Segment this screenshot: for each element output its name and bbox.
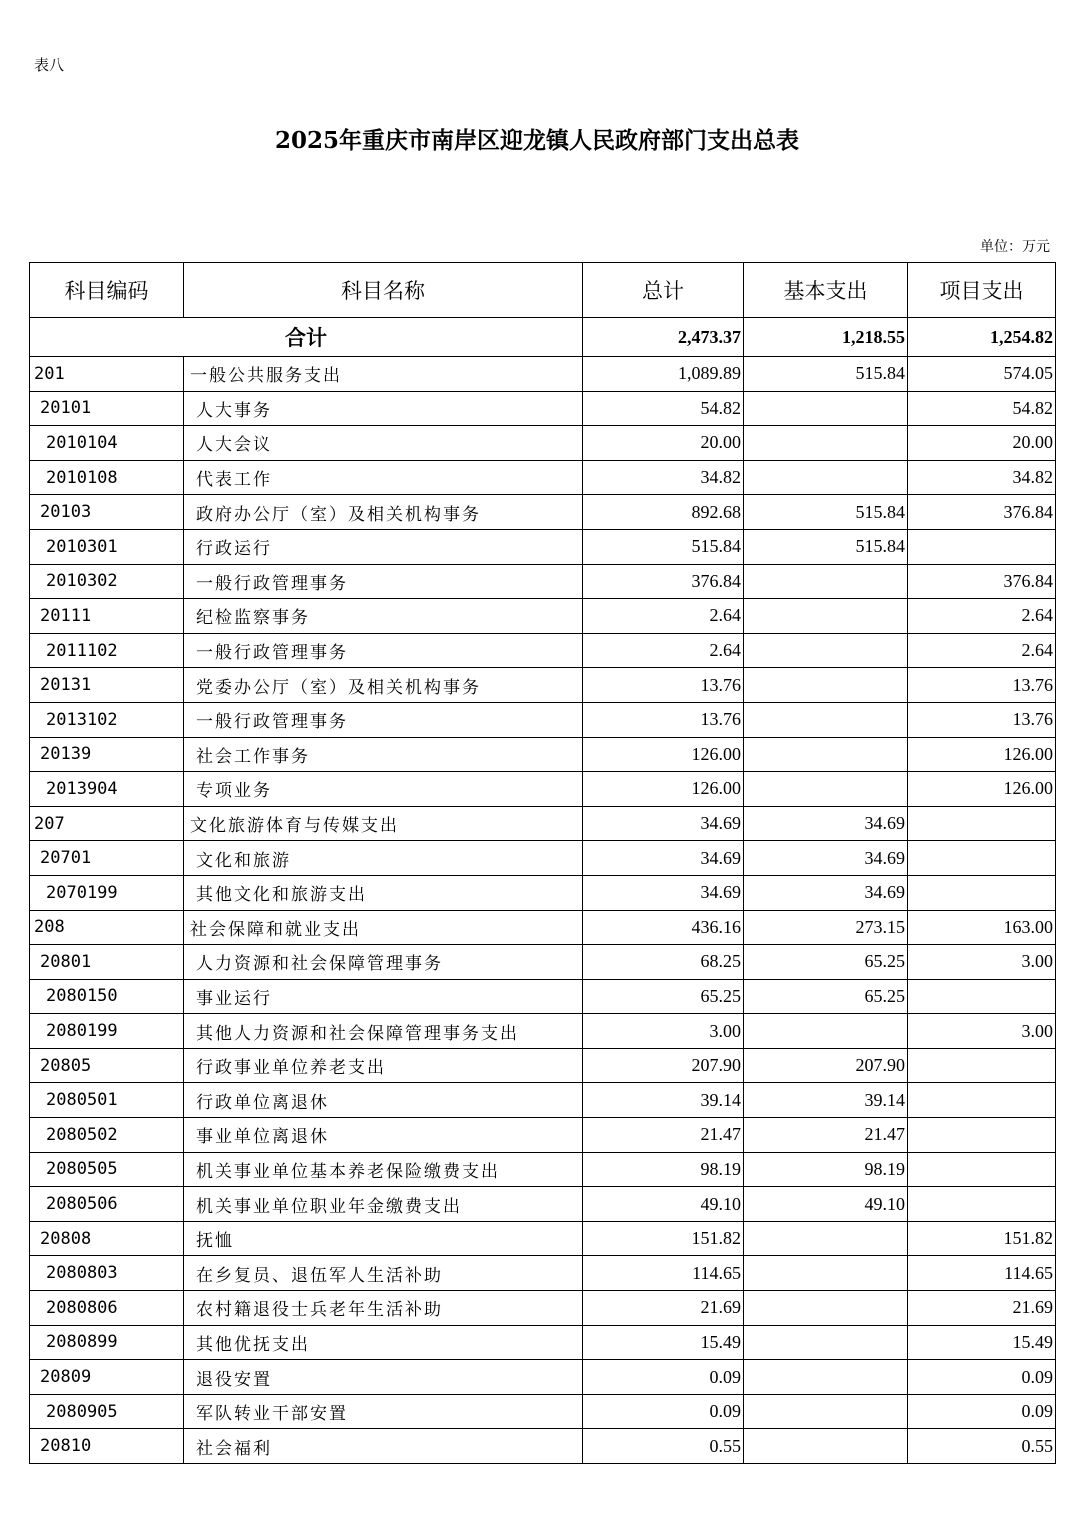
- cell-code: 20101: [30, 391, 184, 426]
- cell-basic: 39.14: [744, 1083, 908, 1118]
- table-row: [30, 1394, 1056, 1429]
- cell-name: 文化旅游体育与传媒支出: [184, 806, 583, 841]
- cell-project: 21.69: [908, 1291, 1056, 1326]
- cell-project: 2.64: [908, 633, 1056, 668]
- cell-name: 其他优抚支出: [184, 1325, 583, 1360]
- header-project: 项目支出: [908, 263, 1056, 318]
- cell-name: 社会福利: [184, 1429, 583, 1464]
- cell-total: 2.64: [583, 599, 744, 634]
- cell-code: 2080502: [30, 1118, 184, 1153]
- cell-name: 政府办公厅（室）及相关机构事务: [184, 495, 583, 530]
- cell-name: 社会保障和就业支出: [184, 910, 583, 945]
- page-title: 2025年重庆市南岸区迎龙镇人民政府部门支出总表: [274, 127, 799, 154]
- cell-code: 2070199: [30, 875, 184, 910]
- cell-name: 一般行政管理事务: [184, 702, 583, 737]
- cell-basic: 98.19: [744, 1152, 908, 1187]
- cell-total: 126.00: [583, 772, 744, 807]
- cell-code: 20805: [30, 1048, 184, 1083]
- unit-label: 单位：万元: [980, 239, 1050, 255]
- table-row: [30, 1325, 1056, 1360]
- cell-code: 201: [30, 357, 184, 392]
- cell-basic: [744, 772, 908, 807]
- table-row: [30, 633, 1056, 668]
- cell-project: 0.09: [908, 1360, 1056, 1395]
- cell-project: [908, 1048, 1056, 1083]
- cell-total: 34.69: [583, 806, 744, 841]
- cell-basic: [744, 668, 908, 703]
- table-row: [30, 1256, 1056, 1291]
- cell-code: 20809: [30, 1360, 184, 1395]
- table-row: [30, 426, 1056, 461]
- cell-basic: 21.47: [744, 1118, 908, 1153]
- cell-code: 208: [30, 910, 184, 945]
- cell-total: 15.49: [583, 1325, 744, 1360]
- cell-code: 20103: [30, 495, 184, 530]
- table-row: [30, 945, 1056, 980]
- cell-name: 抚恤: [184, 1221, 583, 1256]
- total-total: 2,473.37: [583, 318, 744, 357]
- total-row: [30, 318, 1056, 357]
- table-row: [30, 875, 1056, 910]
- table-row: [30, 599, 1056, 634]
- table-row: [30, 668, 1056, 703]
- cell-total: 68.25: [583, 945, 744, 980]
- cell-code: 2080501: [30, 1083, 184, 1118]
- cell-total: 126.00: [583, 737, 744, 772]
- cell-name: 退役安置: [184, 1360, 583, 1395]
- cell-name: 一般行政管理事务: [184, 633, 583, 668]
- cell-project: 3.00: [908, 1014, 1056, 1049]
- cell-code: 2080806: [30, 1291, 184, 1326]
- cell-name: 行政事业单位养老支出: [184, 1048, 583, 1083]
- table-row: [30, 1291, 1056, 1326]
- table-row: [30, 460, 1056, 495]
- cell-basic: [744, 633, 908, 668]
- cell-total: 892.68: [583, 495, 744, 530]
- cell-basic: [744, 1291, 908, 1326]
- expenditure-table: [29, 262, 1056, 1464]
- table-row: [30, 1014, 1056, 1049]
- cell-code: 2080199: [30, 1014, 184, 1049]
- cell-basic: [744, 391, 908, 426]
- cell-code: 20810: [30, 1429, 184, 1464]
- cell-basic: 515.84: [744, 495, 908, 530]
- cell-total: 13.76: [583, 702, 744, 737]
- cell-project: 15.49: [908, 1325, 1056, 1360]
- cell-project: [908, 1187, 1056, 1222]
- cell-basic: [744, 599, 908, 634]
- cell-name: 在乡复员、退伍军人生活补助: [184, 1256, 583, 1291]
- table-row: [30, 529, 1056, 564]
- cell-project: [908, 1083, 1056, 1118]
- table-row: [30, 1360, 1056, 1395]
- cell-project: [908, 841, 1056, 876]
- cell-basic: 49.10: [744, 1187, 908, 1222]
- cell-name: 社会工作事务: [184, 737, 583, 772]
- cell-total: 436.16: [583, 910, 744, 945]
- cell-total: 114.65: [583, 1256, 744, 1291]
- cell-name: 专项业务: [184, 772, 583, 807]
- table-row: [30, 702, 1056, 737]
- cell-name: 党委办公厅（室）及相关机构事务: [184, 668, 583, 703]
- cell-basic: [744, 737, 908, 772]
- total-project: 1,254.82: [908, 318, 1056, 357]
- cell-name: 人大会议: [184, 426, 583, 461]
- cell-total: 1,089.89: [583, 357, 744, 392]
- cell-total: 2.64: [583, 633, 744, 668]
- table-row: [30, 357, 1056, 392]
- cell-basic: 207.90: [744, 1048, 908, 1083]
- cell-name: 机关事业单位职业年金缴费支出: [184, 1187, 583, 1222]
- table-row: [30, 1083, 1056, 1118]
- cell-project: 376.84: [908, 564, 1056, 599]
- table-row: [30, 564, 1056, 599]
- cell-name: 机关事业单位基本养老保险缴费支出: [184, 1152, 583, 1187]
- cell-basic: [744, 702, 908, 737]
- cell-project: 34.82: [908, 460, 1056, 495]
- cell-code: 2010302: [30, 564, 184, 599]
- cell-basic: [744, 1256, 908, 1291]
- table-row: [30, 1118, 1056, 1153]
- cell-project: 13.76: [908, 668, 1056, 703]
- cell-total: 0.09: [583, 1394, 744, 1429]
- cell-basic: [744, 1325, 908, 1360]
- table-row: [30, 495, 1056, 530]
- cell-project: [908, 979, 1056, 1014]
- cell-basic: 34.69: [744, 806, 908, 841]
- cell-code: 207: [30, 806, 184, 841]
- cell-total: 34.69: [583, 841, 744, 876]
- cell-code: 2010108: [30, 460, 184, 495]
- cell-basic: [744, 1221, 908, 1256]
- cell-name: 事业单位离退休: [184, 1118, 583, 1153]
- cell-basic: 34.69: [744, 841, 908, 876]
- cell-project: 126.00: [908, 737, 1056, 772]
- cell-basic: [744, 1014, 908, 1049]
- cell-name: 其他文化和旅游支出: [184, 875, 583, 910]
- table-row: [30, 772, 1056, 807]
- cell-project: 126.00: [908, 772, 1056, 807]
- cell-basic: 515.84: [744, 529, 908, 564]
- cell-basic: 515.84: [744, 357, 908, 392]
- cell-basic: [744, 426, 908, 461]
- table-row: [30, 1221, 1056, 1256]
- table-row: [30, 737, 1056, 772]
- cell-basic: [744, 1394, 908, 1429]
- cell-project: 376.84: [908, 495, 1056, 530]
- cell-basic: [744, 1429, 908, 1464]
- cell-basic: [744, 460, 908, 495]
- table-row: [30, 841, 1056, 876]
- cell-total: 0.55: [583, 1429, 744, 1464]
- cell-code: 2080899: [30, 1325, 184, 1360]
- cell-project: 163.00: [908, 910, 1056, 945]
- cell-total: 34.69: [583, 875, 744, 910]
- cell-project: [908, 529, 1056, 564]
- cell-code: 2010104: [30, 426, 184, 461]
- total-basic: 1,218.55: [744, 318, 908, 357]
- total-label: 合计: [30, 318, 583, 357]
- cell-total: 21.47: [583, 1118, 744, 1153]
- cell-code: 2011102: [30, 633, 184, 668]
- cell-project: 54.82: [908, 391, 1056, 426]
- cell-code: 2080150: [30, 979, 184, 1014]
- cell-project: 2.64: [908, 599, 1056, 634]
- cell-name: 人力资源和社会保障管理事务: [184, 945, 583, 980]
- cell-name: 事业运行: [184, 979, 583, 1014]
- cell-code: 20808: [30, 1221, 184, 1256]
- cell-total: 20.00: [583, 426, 744, 461]
- cell-total: 3.00: [583, 1014, 744, 1049]
- cell-name: 文化和旅游: [184, 841, 583, 876]
- cell-project: [908, 875, 1056, 910]
- cell-total: 21.69: [583, 1291, 744, 1326]
- cell-total: 0.09: [583, 1360, 744, 1395]
- cell-project: [908, 806, 1056, 841]
- header-name: 科目名称: [184, 263, 583, 318]
- cell-name: 行政运行: [184, 529, 583, 564]
- cell-name: 代表工作: [184, 460, 583, 495]
- cell-name: 纪检监察事务: [184, 599, 583, 634]
- cell-total: 49.10: [583, 1187, 744, 1222]
- cell-code: 2080506: [30, 1187, 184, 1222]
- cell-name: 行政单位离退休: [184, 1083, 583, 1118]
- cell-code: 20701: [30, 841, 184, 876]
- cell-project: 151.82: [908, 1221, 1056, 1256]
- cell-total: 515.84: [583, 529, 744, 564]
- cell-total: 39.14: [583, 1083, 744, 1118]
- cell-basic: [744, 1360, 908, 1395]
- table-row: [30, 1152, 1056, 1187]
- header-total: 总计: [583, 263, 744, 318]
- cell-project: [908, 1118, 1056, 1153]
- table-row: [30, 910, 1056, 945]
- cell-name: 一般行政管理事务: [184, 564, 583, 599]
- table-row: [30, 391, 1056, 426]
- cell-project: 114.65: [908, 1256, 1056, 1291]
- cell-project: 0.55: [908, 1429, 1056, 1464]
- cell-code: 2080905: [30, 1394, 184, 1429]
- cell-code: 2013904: [30, 772, 184, 807]
- cell-code: 20801: [30, 945, 184, 980]
- cell-project: 0.09: [908, 1394, 1056, 1429]
- table-row: [30, 1429, 1056, 1464]
- cell-name: 军队转业干部安置: [184, 1394, 583, 1429]
- header-basic: 基本支出: [744, 263, 908, 318]
- cell-code: 20111: [30, 599, 184, 634]
- cell-total: 98.19: [583, 1152, 744, 1187]
- cell-total: 207.90: [583, 1048, 744, 1083]
- cell-total: 13.76: [583, 668, 744, 703]
- table-row: [30, 1187, 1056, 1222]
- cell-code: 2080803: [30, 1256, 184, 1291]
- cell-basic: 65.25: [744, 979, 908, 1014]
- cell-basic: 34.69: [744, 875, 908, 910]
- table-tag: 表八: [34, 56, 65, 74]
- header-row: [30, 263, 1056, 318]
- table-row: [30, 806, 1056, 841]
- cell-code: 20131: [30, 668, 184, 703]
- cell-code: 20139: [30, 737, 184, 772]
- cell-total: 151.82: [583, 1221, 744, 1256]
- cell-project: 574.05: [908, 357, 1056, 392]
- cell-basic: [744, 564, 908, 599]
- cell-name: 一般公共服务支出: [184, 357, 583, 392]
- cell-project: 20.00: [908, 426, 1056, 461]
- cell-total: 376.84: [583, 564, 744, 599]
- cell-name: 人大事务: [184, 391, 583, 426]
- cell-code: 2080505: [30, 1152, 184, 1187]
- cell-project: 3.00: [908, 945, 1056, 980]
- cell-name: 农村籍退役士兵老年生活补助: [184, 1291, 583, 1326]
- table-row: [30, 1048, 1056, 1083]
- cell-project: 13.76: [908, 702, 1056, 737]
- cell-basic: 273.15: [744, 910, 908, 945]
- cell-total: 65.25: [583, 979, 744, 1014]
- cell-name: 其他人力资源和社会保障管理事务支出: [184, 1014, 583, 1049]
- cell-project: [908, 1152, 1056, 1187]
- table-row: [30, 979, 1056, 1014]
- header-code: 科目编码: [30, 263, 184, 318]
- cell-total: 34.82: [583, 460, 744, 495]
- cell-code: 2010301: [30, 529, 184, 564]
- cell-total: 54.82: [583, 391, 744, 426]
- cell-code: 2013102: [30, 702, 184, 737]
- cell-basic: 65.25: [744, 945, 908, 980]
